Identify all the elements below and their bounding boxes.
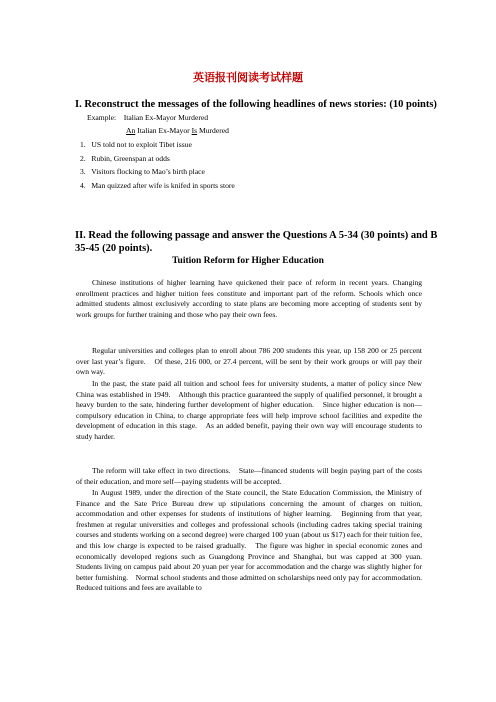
section2-heading-line1: II. Read the following passage and answer the Questions A 5-34 (30 points) and B: [75, 230, 438, 241]
list-item-text: Rubin, Greenspan at odds: [91, 154, 170, 163]
list-item-number: 3.: [80, 167, 86, 176]
list-item: [80, 140, 192, 150]
example-answer-mid: Italian Ex-Mayor: [135, 126, 192, 135]
section2-heading-line2: 35-45 (20 points).: [75, 243, 153, 254]
list-item-text: US told not to exploit Tibet issue: [91, 140, 192, 149]
list-item-text: Visitors flocking to Mao’s birth place: [91, 167, 205, 176]
example-headline: Italian Ex-Mayor Murdered: [123, 113, 209, 122]
list-item: [80, 167, 205, 177]
example-label: Example:: [87, 113, 117, 122]
document-title: 英语报刊阅读考试样题: [193, 71, 303, 84]
passage-paragraph: Regular universities and colleges plan to enroll about 786 200 students this year, up 158 200 or 25 percent over last year’s figure. Of these, 216 000, or 27.4 percent, will be sent by their work groups or will pay their own way.: [76, 346, 422, 377]
example-answer-suffix: Murdered: [197, 126, 229, 135]
example-answer-prefix: An: [126, 126, 136, 135]
example-answer: [126, 126, 229, 136]
list-item-text: Man quizzed after wife is knifed in sports store: [91, 181, 235, 190]
section1-heading: I. Reconstruct the messages of the following headlines of news stories: (10 points): [75, 99, 437, 110]
passage-title: Tuition Reform for Higher Education: [172, 256, 324, 266]
list-item-number: 2.: [80, 154, 86, 163]
list-item-number: 4.: [80, 181, 86, 190]
example-line: [87, 113, 208, 123]
list-item: [80, 154, 170, 164]
passage-paragraph: Chinese institutions of higher learning have quickened their pace of reform in recent years. Changing enrollment practices and higher tuition fees constitute and important part of the reform. Schools which once admitted students almost exclusively according to state plans are becoming more accepting of students sent by work groups for further training and those who pay their own fees.: [76, 278, 422, 319]
list-item-number: 1.: [80, 140, 86, 149]
passage-paragraph: In the past, the state paid all tuition and school fees for university students, a matter of policy since New China was established in 1949. Although this practice guaranteed the supply of qualified personnel, it brought a heavy burden to the sate, hindering further development of higher education. Since higher education is non—compulsory education in China, to charge appropriate fees will help improve school facilities and expedite the development of education in this stage. As an added benefit, paying their own way will encourage students to study harder.: [76, 379, 422, 441]
example-answer-is: Is: [191, 126, 198, 135]
passage-paragraph: The reform will take effect in two directions. State—financed students will begin paying part of the costs of their education, and more self—paying students will be accepted.: [76, 466, 422, 486]
list-item: [80, 181, 235, 191]
passage-paragraph: In August 1989, under the direction of the State council, the State Education Commission, the Ministry of Finance and the Sate Price Bureau drew up stipulations concerning the amount of charges on tuition, accommodation and other expenses for students of institutions of higher learning. Beginning from that year, freshmen at regular universities and colleges and professional schools (including cadres taking special training courses and students working on a second degree) were charged 100 yuan (about us $17) each for their tuition fee, and this low charge is expected to be raised gradually. The figure was higher in special economic zones and economically developed regions such as Guangdong Province and Shanghai, but was capped at 300 yuan. Students living on campus paid about 20 yuan per year for accommodation and the charge was slightly higher for better furnishing. Normal school students and those admitted on scholarships need only pay for accommodation. Reduced tuitions and fees are available to: [76, 488, 430, 593]
